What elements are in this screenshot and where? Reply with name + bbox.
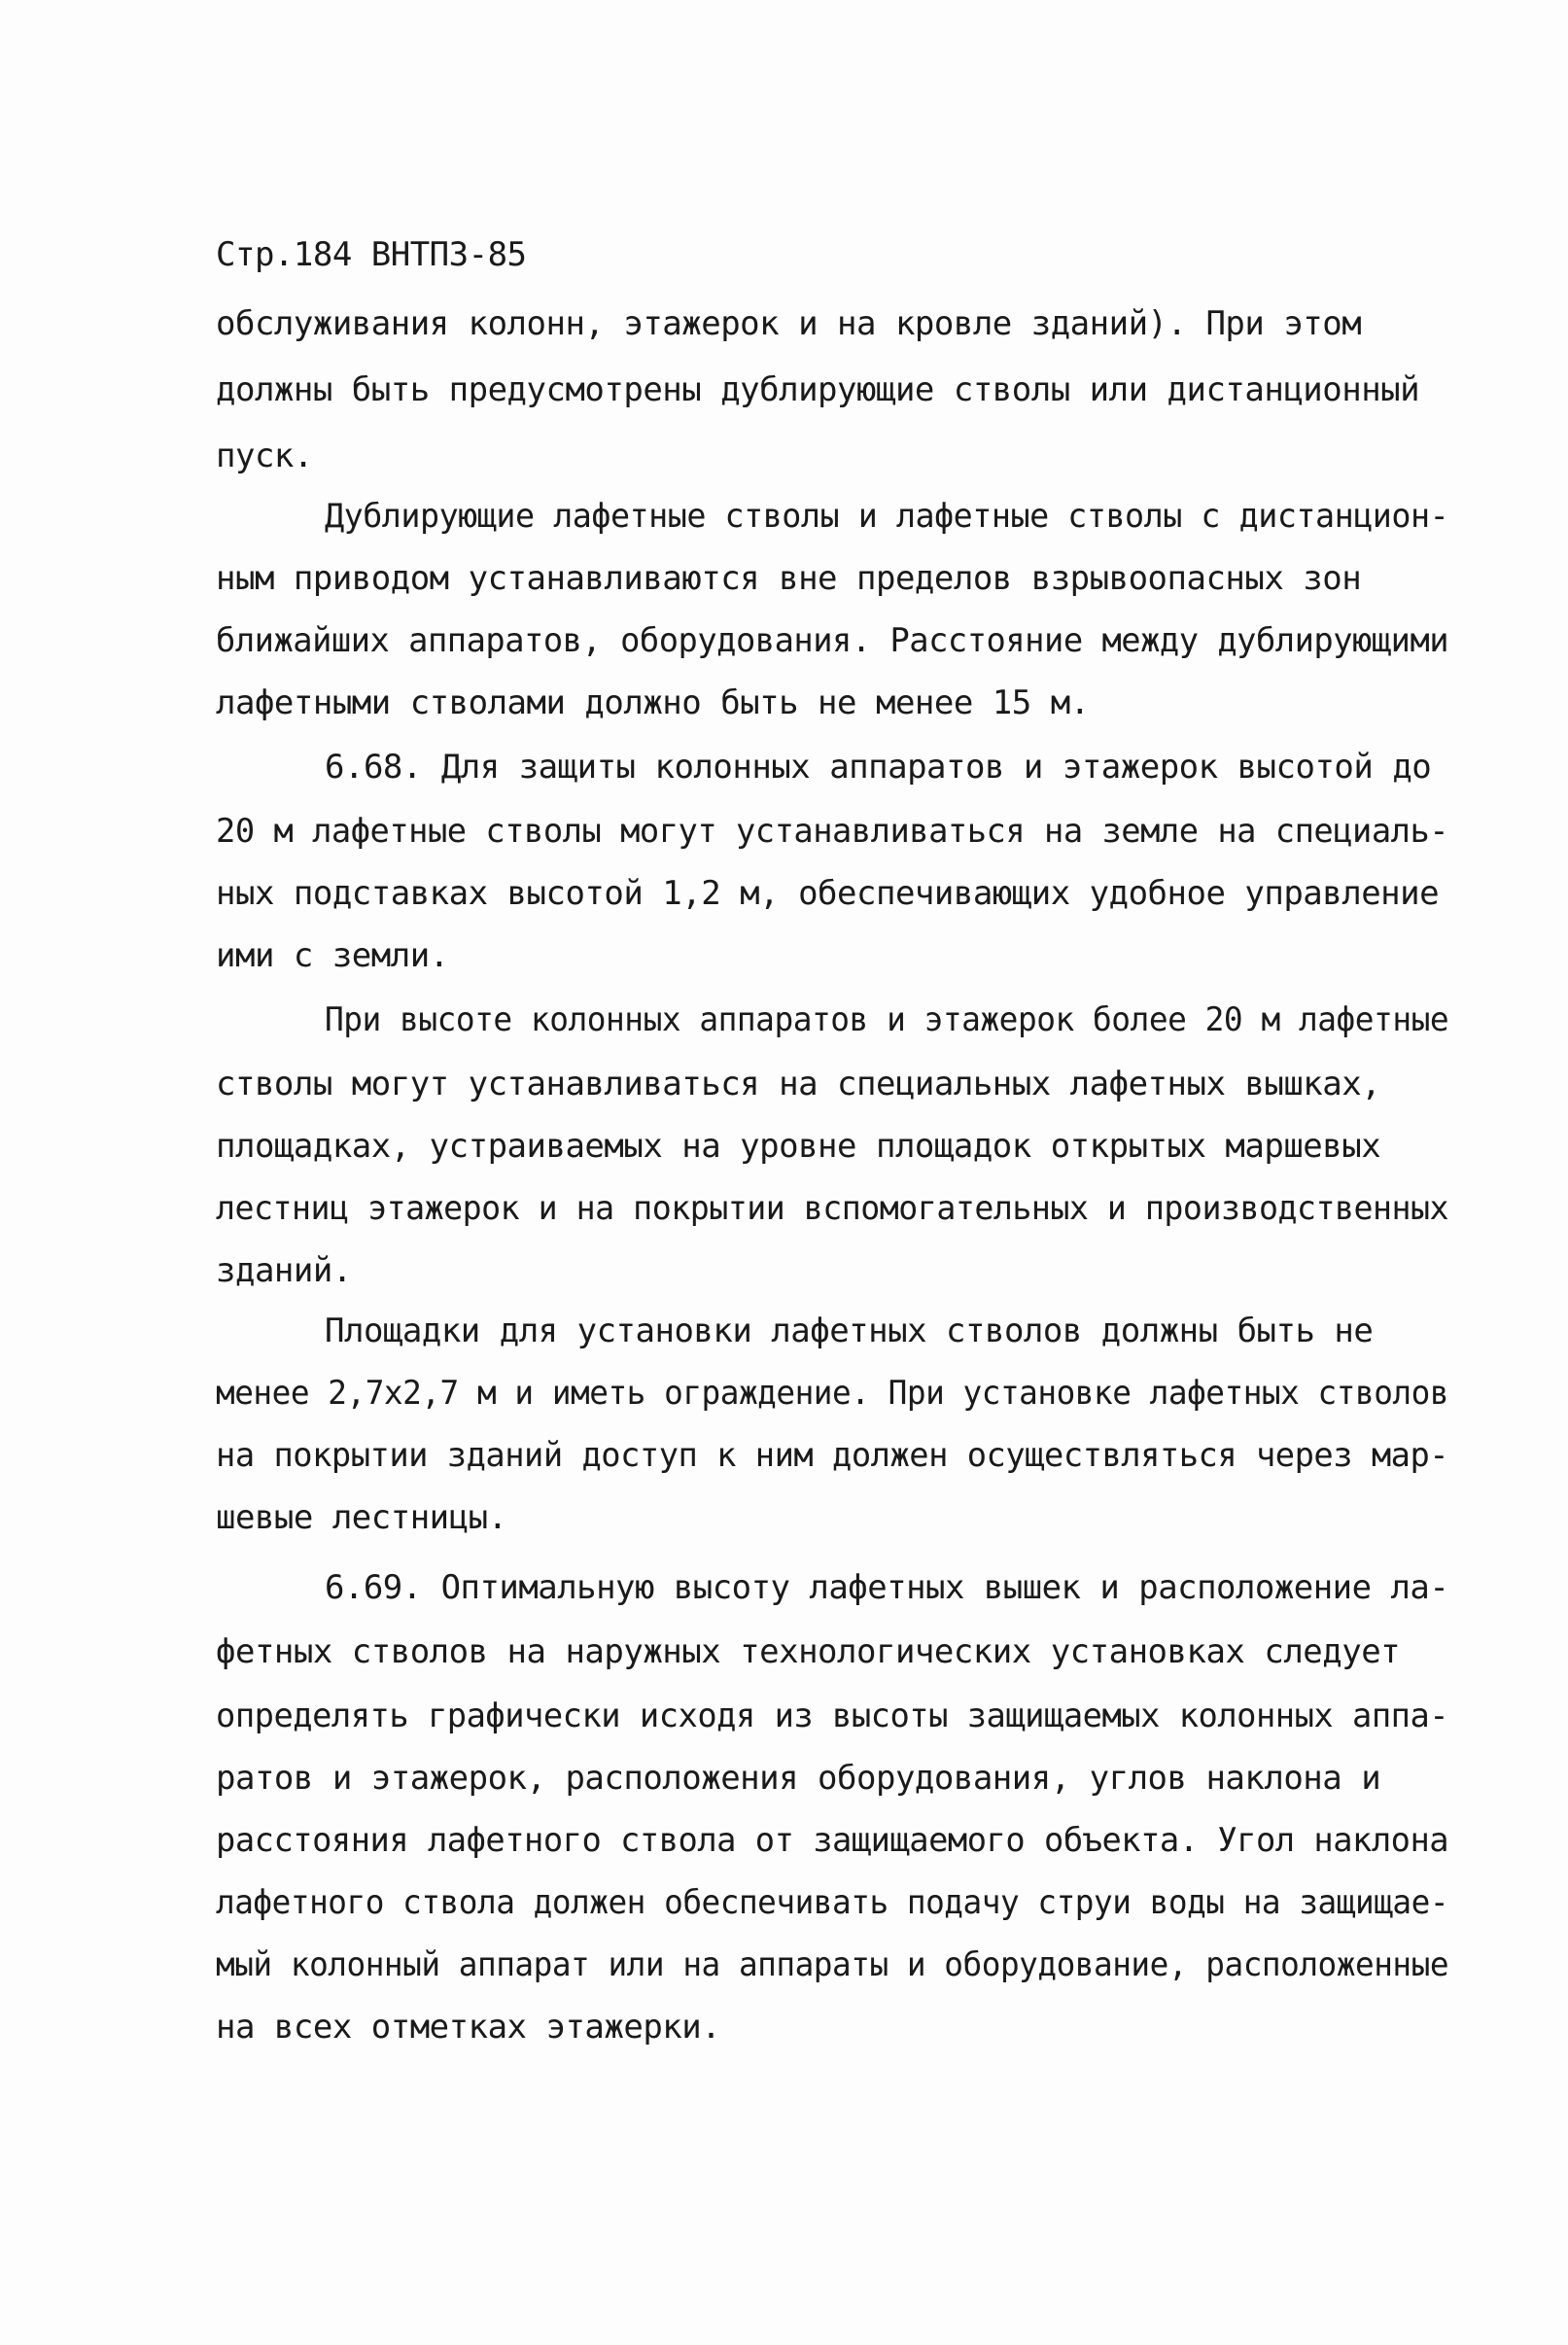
text-line: стволы могут устанавливаться на специальных лафетных вышках, [216, 1065, 1381, 1103]
text-line: ных подставках высотой 1,2 м, обеспечивающих удобное управление [216, 874, 1440, 913]
text-line: площадках, устраиваемых на уровне площадок открытых маршевых [216, 1127, 1381, 1166]
text-line: лафетного ствола должен обеспечивать подачу струи воды на защищае- [216, 1883, 1449, 1922]
text-line: При высоте колонных аппаратов и этажерок более 20 м лафетные [325, 1000, 1449, 1039]
text-line: лафетными стволами должно быть не менее 15 м. [216, 683, 1090, 722]
text-line: 20 м лафетные стволы могут устанавливаться на земле на специаль- [216, 812, 1449, 851]
text-line: Дублирующие лафетные стволы и лафетные стволы с дистанцион- [325, 497, 1449, 536]
text-line: ими с земли. [216, 936, 449, 975]
text-line: ближайших аппаратов, оборудования. Расстояние между дублирующими [216, 621, 1449, 660]
text-line: пуск. [216, 437, 313, 475]
text-line: шевые лестницы. [216, 1498, 507, 1537]
text-line: на всех отметках этажерки. [216, 2008, 721, 2047]
text-line: Площадки для установки лафетных стволов должны быть не [325, 1312, 1374, 1350]
text-line: ным приводом устанавливаются вне пределов взрывоопасных зон [216, 559, 1362, 598]
text-line: лестниц этажерок и на покрытии вспомогательных и производственных [216, 1189, 1449, 1228]
text-line: 6.69. Оптимальную высоту лафетных вышек и расположение ла- [325, 1568, 1449, 1607]
text-line: обслуживания колонн, этажерок и на кровле зданий). При этом [216, 304, 1362, 343]
text-line: на покрытии зданий доступ к ним должен осуществляться через мар- [216, 1436, 1449, 1475]
text-line: определять графически исходя из высоты защищаемых колонных аппа- [216, 1697, 1449, 1735]
text-line: фетных стволов на наружных технологических установках следует [216, 1632, 1401, 1671]
text-line: ратов и этажерок, расположения оборудования, углов наклона и [216, 1759, 1381, 1798]
page-header: Стр.184 ВНТПЗ-85 [216, 235, 527, 274]
text-line: должны быть предусмотрены дублирующие стволы или дистанционный [216, 370, 1420, 409]
text-line: менее 2,7х2,7 м и иметь ограждение. При установке лафетных стволов [216, 1374, 1449, 1413]
text-line: расстояния лафетного ствола от защищаемого объекта. Угол наклона [216, 1821, 1449, 1860]
text-line: мый колонный аппарат или на аппараты и оборудование, расположенные [216, 1945, 1449, 1984]
text-line: 6.68. Для защиты колонных аппаратов и этажерок высотой до [325, 748, 1432, 787]
text-line: зданий. [216, 1251, 352, 1290]
